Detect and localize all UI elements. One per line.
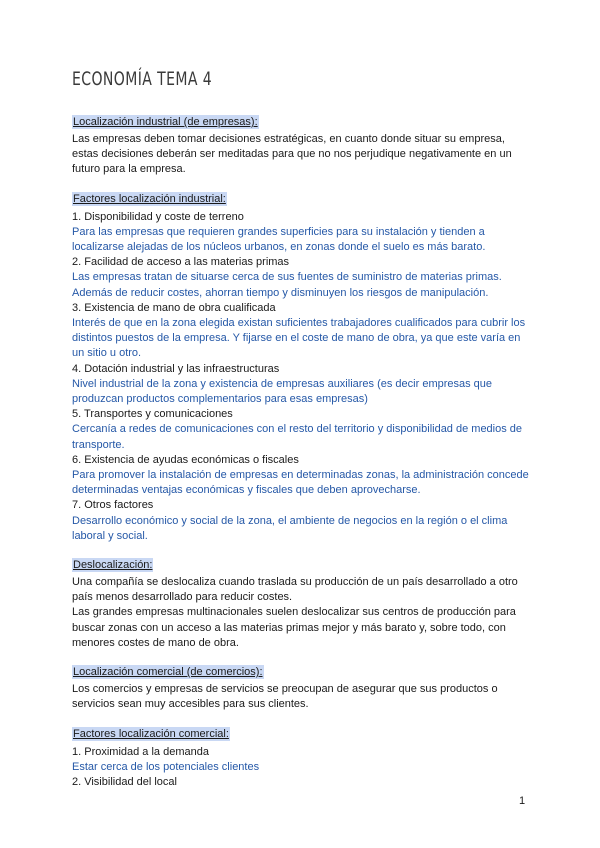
factor-label: 7. Otros factores — [72, 499, 154, 512]
factor-label: 2. Facilidad de acceso a las materias primas — [72, 256, 290, 269]
factor-label: 6. Existencia de ayudas económicas o fiscales — [72, 453, 299, 466]
paragraph-localizacion-comercial: Los comercios y empresas de servicios se preocupan de asegurar que sus productos o servicios sean muy accesibles para sus clientes. — [72, 683, 498, 711]
factor-detail: Nivel industrial de la zona y existencia de empresas auxiliares (es decir empresas que produzcan productos complementarios para esas empresas) — [72, 377, 493, 406]
section-heading-localizacion-industrial: Localización industrial (de empresas): — [73, 116, 258, 128]
paragraph-deslocalizacion-1: Una compañía se deslocaliza cuando traslada su producción de un país desarrollado a otro país menos desarrollado para reducir costes. — [72, 576, 518, 604]
paragraph-localizacion-industrial: Las empresas deben tomar decisiones estratégicas, en cuanto donde situar su empresa, estas decisiones deberán ser meditadas para que no nos perjudique negativamente en un futuro para la empresa. — [72, 133, 512, 176]
section-heading-factores-industrial: Factores localización industrial: — [73, 192, 226, 205]
factor-detail: Desarrollo económico y social de la zona, el ambiente de negocios en la región o el clima laboral y social. — [72, 514, 508, 542]
factor-detail: Para las empresas que requieren grandes superficies para su instalación y tienden a localizarse alejadas de los núcleos urbanos, en zonas donde el suelo es más barato. — [72, 225, 486, 254]
document-body — [72, 112, 532, 790]
section-heading-deslocalizacion: Deslocalización: — [73, 559, 153, 572]
factor-list-industrial — [72, 210, 532, 544]
paragraph-deslocalizacion-2: Las grandes empresas multinacionales suelen deslocalizar sus centros de producción para buscar zonas con un acceso a las materias primas mejor y más barato y, sobre todo, con menores costes de mano de obra. — [72, 606, 516, 649]
factor-label: 3. Existencia de mano de obra cualificada — [72, 301, 276, 314]
factor-detail: Para promover la instalación de empresas en determinadas zonas, la administración concede determinadas ventajas económicas y fiscales que deben aprovecharse. — [72, 469, 529, 497]
factor-label: 1. Proximidad a la demanda — [72, 745, 209, 758]
factor-label: 1. Disponibilidad y coste de terreno — [72, 210, 244, 223]
factor-detail: Cercanía a redes de comunicaciones con el resto del territorio y disponibilidad de medios de transporte. — [72, 423, 523, 451]
factor-detail: Estar cerca de los potenciales clientes — [72, 760, 260, 773]
factor-detail: Interés de que en la zona elegida existan suficientes trabajadores cualificados para cubrir los distintos puestos de la empresa. Y fijarse en el coste de mano de obra, ya que este varía en un sitio u otro. — [72, 317, 526, 360]
section-heading-localizacion-comercial: Localización comercial (de comercios): — [73, 666, 263, 679]
page-number: 1 — [519, 795, 526, 807]
page-title: ECONOMÍA TEMA 4 — [72, 68, 213, 90]
factor-label: 4. Dotación industrial y las infraestructuras — [72, 362, 280, 375]
factor-label: 5. Transportes y comunicaciones — [72, 408, 233, 421]
factor-detail: Las empresas tratan de situarse cerca de sus fuentes de suministro de materias primas. Además de reducir costes, ahorran tiempo y disminuyen los riesgos de manipulación. — [72, 271, 502, 299]
factor-label: 2. Visibilidad del local — [72, 775, 177, 788]
section-heading-factores-comercial: Factores localización comercial: — [73, 727, 229, 740]
